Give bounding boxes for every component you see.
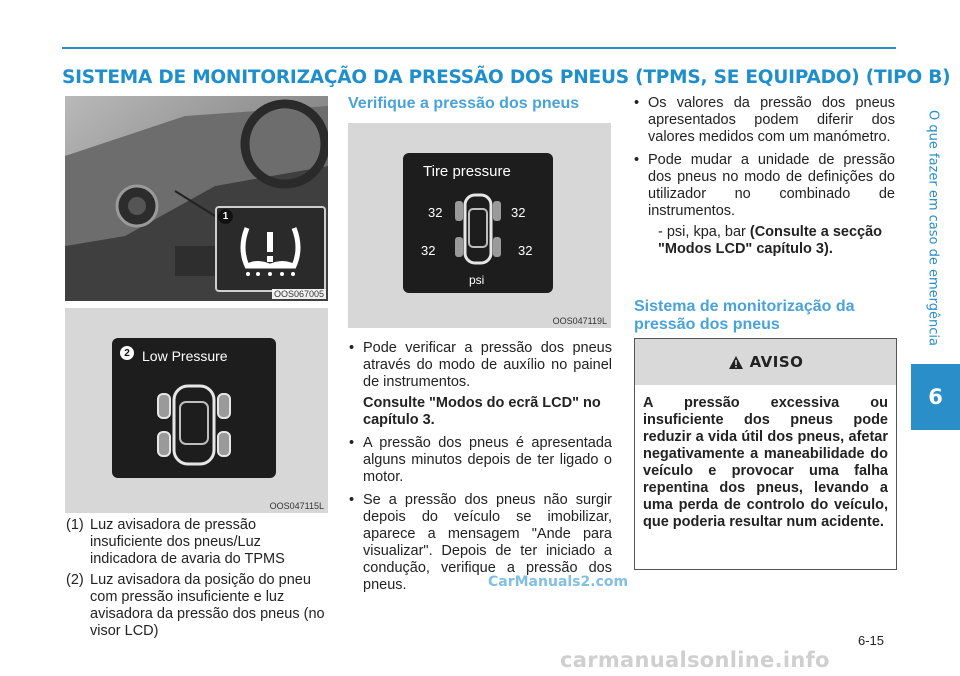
page-number: 6-15 [858, 633, 885, 648]
section-heading: Verifique a pressão dos pneus [348, 95, 580, 112]
tire-value-front-right: 32 [511, 205, 526, 220]
lcd-screen [403, 153, 553, 293]
bullet-bold-note: Consulte "Modos do ecrã LCD" no capítulo 3. [363, 395, 601, 428]
warning-text: A pressão excessiva ou insuficiente dos pneus pode reduzir a vida útil dos pneus, afetar negativamente a maneabilidade do veículo e provocar uma falha repentina dos pneus, levando a uma perda de controlo do veículo, que poderia resultar num acidente. [643, 395, 888, 530]
sub-prefix: - psi, kpa, bar [658, 224, 746, 240]
bullet-text: Pode verificar a pressão dos pneus através do modo de auxílio no painel de instrumentos. [363, 340, 612, 390]
side-tab [913, 98, 953, 358]
list-item [634, 152, 895, 258]
figure-caption: OOS047115L [269, 501, 324, 511]
sub-bold-note: (Consulte a secção "Modos LCD" capítulo 3). [658, 224, 883, 257]
tpms-warning-icon [217, 208, 324, 290]
warning-title: AVISO [749, 353, 804, 371]
watermark-carmanuals2: CarManuals2.com [488, 574, 629, 590]
list-item [349, 435, 612, 486]
list-item [349, 340, 612, 429]
bullet-text: Se a pressão dos pneus não surgir depois do veículo se imobilizar, aparece a mensagem "Ande para visualizar". Depois de ter iniciado a condução, verifique a pressão dos pneus. [363, 492, 612, 593]
section-heading: Sistema de monitorização da pressão dos pneus [634, 298, 855, 333]
figure-caption: OOS067005 [273, 289, 324, 299]
pressure-notes-bullets [634, 95, 895, 264]
figure-caption: OOS047119L [552, 316, 607, 326]
car-top-view-icon [152, 378, 236, 472]
item-number: (1) [66, 517, 84, 533]
item-text: Luz avisadora de pressão insuficiente dos pneus/Luz indicadora de avaria do TPMS [90, 517, 285, 567]
callout-2-badge: 2 [120, 346, 134, 360]
section-name: O que fazer em caso de emergência [925, 110, 941, 346]
lcd-screen [112, 338, 276, 478]
tire-value-rear-left: 32 [421, 243, 436, 258]
list-item [66, 517, 331, 568]
bullet-text: Os valores da pressão dos pneus apresentados podem diferir dos valores medidos com um manómetro. [648, 95, 895, 145]
lcd-title: Low Pressure [142, 348, 228, 364]
tire-value-rear-right: 32 [518, 243, 533, 258]
car-top-view-icon [453, 191, 503, 267]
warning-header [635, 339, 896, 385]
figure-tire-pressure [348, 123, 611, 328]
chapter-number: 6 [911, 364, 960, 430]
tire-value-front-left: 32 [428, 205, 443, 220]
figure-low-pressure [65, 308, 328, 513]
warning-triangle-icon [728, 355, 744, 370]
pressure-unit: psi [469, 273, 485, 287]
callout-1-badge: 1 [218, 209, 233, 224]
list-item [634, 95, 895, 146]
lcd-title: Tire pressure [423, 163, 511, 180]
list-item [66, 572, 331, 640]
item-number: (2) [66, 572, 84, 588]
bullet-text: Pode mudar a unidade de pressão dos pneus no modo de definições do utilizador no combinado de instrumentos. [648, 152, 895, 219]
figure-dashboard-photo [65, 96, 328, 301]
sub-item [648, 224, 895, 258]
warning-box [634, 338, 897, 570]
watermark-carmanualsonline: carmanualsonline.info [560, 648, 830, 672]
page-title: SISTEMA DE MONITORIZAÇÃO DA PRESSÃO DOS PNEUS (TPMS, SE EQUIPADO) (TIPO B) [62, 67, 951, 88]
bullet-text: A pressão dos pneus é apresentada alguns minutos depois de ter ligado o motor. [363, 435, 612, 485]
tire-check-bullets [349, 340, 612, 600]
header-rule [62, 47, 896, 49]
figure-legend-list [66, 517, 331, 644]
item-text: Luz avisadora da posição do pneu com pressão insuficiente e luz avisadora da pressão dos pneus (no visor LCD) [90, 572, 325, 639]
